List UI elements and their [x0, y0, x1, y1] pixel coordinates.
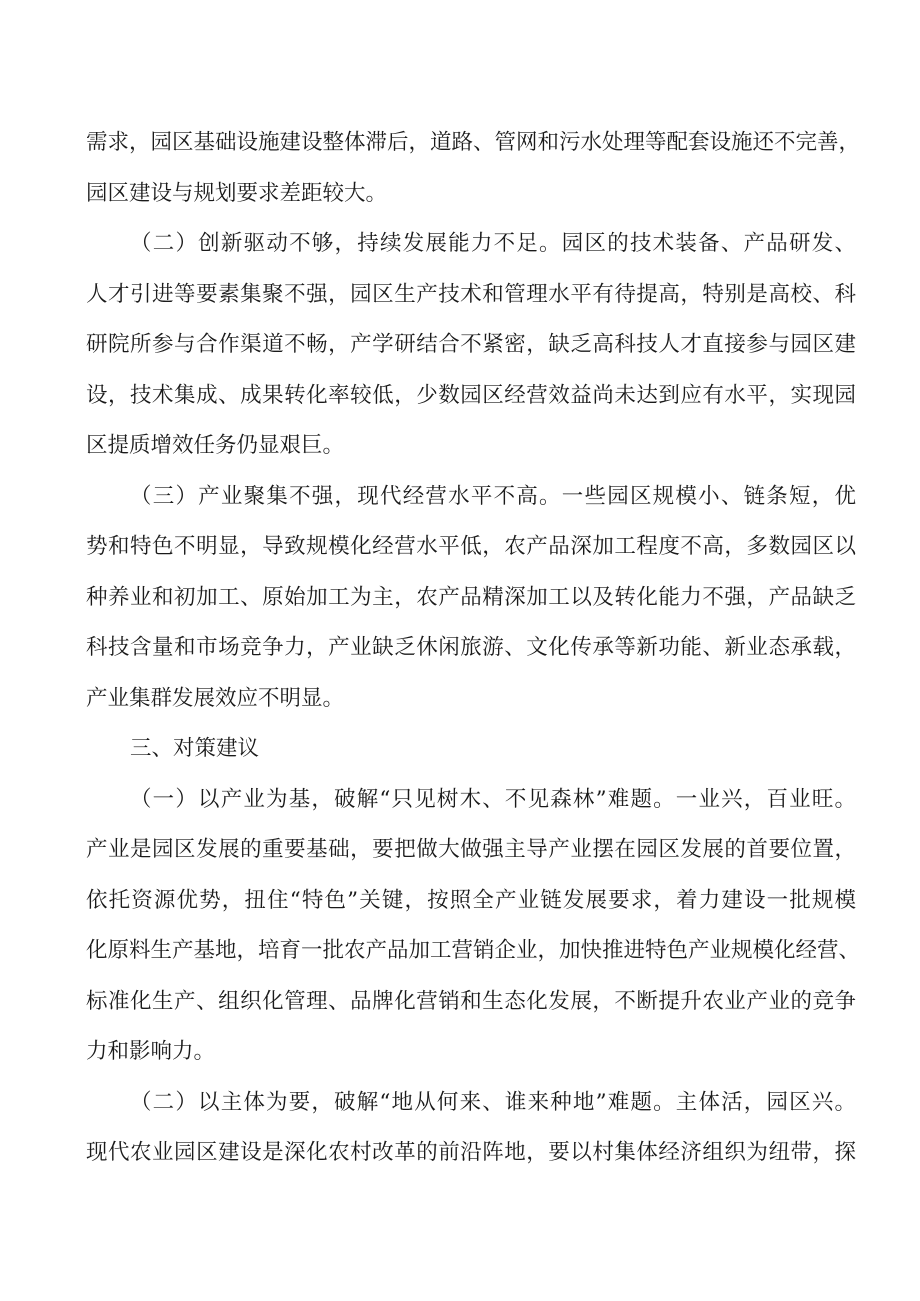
text-line: 区提质增效任务仍显艰巨。 — [86, 433, 345, 458]
section-heading-text: 三、对策建议 — [130, 736, 260, 761]
text-line: 力和影响力。 — [86, 1039, 216, 1064]
text-line: 产业是园区发展的重要基础，要把做大做强主导产业摆在园区发展的首要位置， — [86, 837, 856, 862]
text-line: 设，技术集成、成果转化率较低，少数园区经营效益尚未达到应有水平，实现园 — [86, 382, 856, 408]
text-line: 现代农业园区建设是深化农村改革的前沿阵地，要以村集体经济组织为纽带，探 — [86, 1140, 856, 1165]
text-line: 种养业和初加工、原始加工为主，农产品精深加工以及转化能力不强，产品缺乏 — [86, 584, 856, 610]
text-line: 产业集群发展效应不明显。 — [86, 685, 345, 711]
document-body — [86, 118, 861, 1179]
text-line: （三）产业聚集不强，现代经营水平不高。一些园区规模小、链条短，优 — [130, 483, 856, 509]
paragraph-industry-base — [86, 775, 861, 1078]
text-line: 需求，园区基础设施建设整体滞后，道路、管网和污水处理等配套设施还不完善， — [86, 130, 861, 155]
text-line: 依托资源优势，扭住“特色”关键，按照全产业链发展要求，着力建设一批规模 — [86, 887, 856, 913]
paragraph-subject — [86, 1078, 856, 1179]
text-line: 研院所参与合作渠道不畅，产学研结合不紧密，缺乏高科技人才直接参与园区建 — [86, 332, 856, 357]
text-line: （二）创新驱动不够，持续发展能力不足。园区的技术装备、产品研发、 — [130, 231, 856, 256]
text-line: 园区建设与规划要求差距较大。 — [86, 180, 388, 206]
paragraph-industry-cluster — [86, 472, 856, 725]
text-line: 化原料生产基地，培育一批农产品加工营销企业，加快推进特色产业规模化经营、 — [86, 938, 861, 963]
paragraph-innovation — [86, 219, 856, 472]
section-heading — [86, 724, 856, 775]
text-line: 势和特色不明显，导致规模化经营水平低，农产品深加工程度不高，多数园区以 — [86, 534, 856, 559]
paragraph-infrastructure-continued — [86, 118, 861, 219]
text-line: （二）以主体为要，破解“地从何来、谁来种地”难题。主体活，园区兴。 — [130, 1089, 856, 1115]
text-line: 人才引进等要素集聚不强，园区生产技术和管理水平有待提高，特别是高校、科 — [86, 281, 856, 307]
text-line: （一）以产业为基，破解“只见树木、不见森林”难题。一业兴，百业旺。 — [130, 786, 856, 812]
text-line: 科技含量和市场竞争力，产业缺乏休闲旅游、文化传承等新功能、新业态承载， — [86, 635, 856, 660]
text-line: 标准化生产、组织化管理、品牌化营销和生态化发展，不断提升农业产业的竞争 — [86, 988, 856, 1014]
